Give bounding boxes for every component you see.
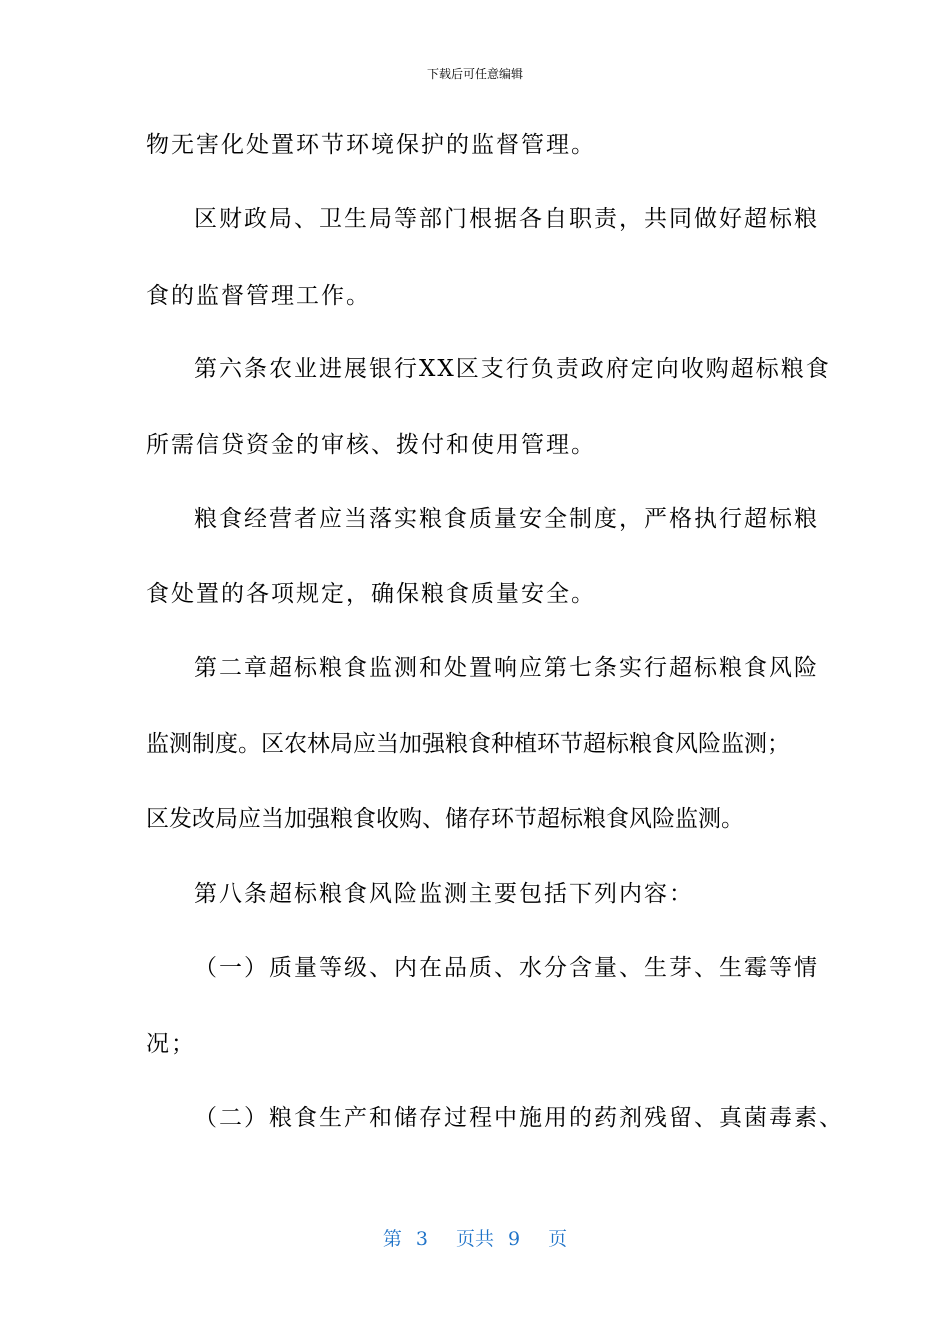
text-line: （一）质量等级、内在品质、水分含量、生芽、生霉等情 — [194, 955, 819, 981]
page-footer — [0, 1226, 950, 1252]
text-line: 食处置的各项规定，确保粮食质量安全。 — [146, 581, 596, 607]
footer-middle: 页共 — [455, 1228, 494, 1250]
text-line: 区发改局应当加强粮食收购、储存环节超标粮食风险监测。 — [146, 806, 744, 832]
total-page-count: 9 — [508, 1228, 521, 1250]
current-page-number: 3 — [415, 1228, 428, 1250]
text-line: 第二章超标粮食监测和处置响应第七条实行超标粮食风险 — [194, 655, 819, 681]
page-header: 下载后可任意编辑 — [426, 67, 523, 81]
footer-suffix: 页 — [548, 1228, 568, 1250]
text-line: 物无害化处置环节环境保护的监督管理。 — [146, 132, 596, 158]
text-line: 食的监督管理工作。 — [146, 283, 371, 309]
text-line: （二）粮食生产和储存过程中施用的药剂残留、真菌毒素、 — [194, 1105, 844, 1131]
footer-prefix: 第 — [382, 1228, 402, 1250]
text-line: 第六条农业进展银行XX区支行负责政府定向收购超标粮食 — [194, 356, 831, 382]
text-line: 况； — [146, 1031, 196, 1057]
text-line: 区财政局、卫生局等部门根据各自职责，共同做好超标粮 — [194, 206, 819, 232]
text-line: 粮食经营者应当落实粮食质量安全制度，严格执行超标粮 — [194, 506, 819, 532]
text-line: 监测制度。区农林局应当加强粮食种植环节超标粮食风险监测； — [146, 731, 790, 757]
text-line: 所需信贷资金的审核、拨付和使用管理。 — [146, 432, 596, 458]
text-line: 第八条超标粮食风险监测主要包括下列内容： — [194, 881, 694, 907]
